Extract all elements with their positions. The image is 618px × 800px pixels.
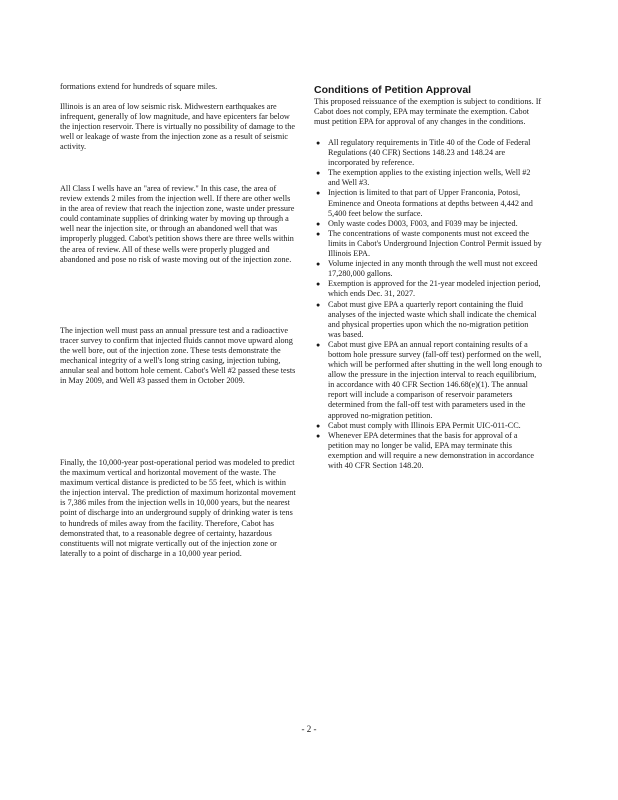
- bullet-icon: ●: [316, 300, 321, 309]
- conditions-intro: This proposed reissuance of the exemption is subject to conditions. If Cabot does not comply, EPA may terminate the exemption. Cabot must petition EPA for approval of any changes in the conditions.: [314, 97, 542, 127]
- list-item: ● Only waste codes D003, F003, and F039 may be injected.: [316, 218, 518, 228]
- paragraph-seismic-risk: Illinois is an area of low seismic risk. Midwestern earthquakes are infrequent, generally of low magnitude, and have epicenters far below the injection reservoir. There is virtually no possibility of damage to the well or leakage of waste from the injection zone as a result of seismic activity.: [60, 102, 295, 152]
- list-item: ● Cabot must give EPA an annual report containing results of a bottom hole pressure survey (fall-off test) performed on the well, which will be performed after shutting in the well long enough to allow the pressure in the injection interval to reach equilibrium, in accordance with 40 CFR Section 146.68(e)(1). The annual report will include a comparison of reservoir parameters determined from the fall-off test with parameters used in the approved no-migration petition.: [316, 339, 542, 420]
- list-item: ● All regulatory requirements in Title 40 of the Code of Federal Regulations (40 CFR) Sections 148.23 and 148.24 are incorporated by reference.: [316, 138, 531, 168]
- bullet-icon: ●: [316, 189, 321, 198]
- bullet-icon: ●: [316, 219, 321, 228]
- paragraph-post-operational: Finally, the 10,000-year post-operational period was modeled to predict the maximum vertical and horizontal movement of the waste. The maximum vertical distance is predicted to be 55 feet, which is within the injection interval. The prediction of maximum horizontal movement is 7,386 miles from the injection wells in 10,000 years, but the nearest point of discharge into an underground supply of drinking water is tens to hundreds of miles away from the facility. Therefore, Cabot has demonstrated that, to a reasonable degree of certainty, hazardous constituents will not migrate vertically out of the injection zone or laterally to a point of discharge in a 10,000 year period.: [60, 458, 296, 558]
- list-item: ● Cabot must comply with Illinois EPA Permit UIC-011-CC.: [316, 420, 521, 430]
- paragraph-area-of-review: All Class I wells have an "area of review." In this case, the area of review extends 2 miles from the injection well. If there are other wells in the area of review that reach the injection zone, waste under pressure could contaminate supplies of drinking water by moving up through a well near the injection site, or through an abandoned well that was improperly plugged. Cabot's petition shows there are three wells within the area of review. All of these wells were properly plugged and abandoned and pose no risk of waste moving out of the injection zone.: [60, 184, 295, 264]
- section-heading: Conditions of Petition Approval: [314, 84, 472, 96]
- paragraph-formations: formations extend for hundreds of square miles.: [60, 82, 218, 91]
- bullet-icon: ●: [316, 169, 321, 178]
- bullet-icon: ●: [316, 431, 321, 440]
- list-item: ● The concentrations of waste components must not exceed the limits in Cabot's Underground Injection Control Permit issued by Illinois EPA.: [316, 228, 542, 259]
- list-item: ● Whenever EPA determines that the basis for approval of a petition may no longer be valid, EPA may terminate this exemption and will require a new demonstration in accordance with 40 CFR Section 148.20.: [316, 430, 534, 470]
- list-item: ● Injection is limited to that part of Upper Franconia, Potosi, Eminence and Oneota formations at depths between 4,442 and 5,400 feet below the surface.: [316, 188, 533, 218]
- conditions-list: [314, 138, 542, 471]
- page-number: - 2 -: [301, 724, 317, 734]
- bullet-icon: ●: [316, 280, 321, 289]
- bullet-icon: ●: [316, 260, 321, 269]
- bullet-icon: ●: [316, 340, 321, 349]
- bullet-icon: ●: [316, 229, 321, 238]
- list-item: ● Volume injected in any month through the well must not exceed 17,280,000 gallons.: [316, 259, 538, 279]
- list-item: ● The exemption applies to the existing injection wells, Well #2 and Well #3.: [316, 168, 531, 188]
- bullet-icon: ●: [316, 421, 321, 430]
- paragraph-pressure-test: The injection well must pass an annual pressure test and a radioactive tracer survey to confirm that injected fluids cannot move upward along the well bore, out of the injection zone. These tests demonstrate the mechanical integrity of a well's long string casing, injection tubing, annular seal and bottom hole cement. Cabot's Well #2 passed these tests in May 2009, and Well #3 passed them in October 2009.: [60, 326, 296, 386]
- bullet-icon: ●: [316, 139, 321, 147]
- list-item: ● Cabot must give EPA a quarterly report containing the fluid analyses of the injected waste which shall indicate the chemical and physical properties upon which the no-migration petition was based.: [316, 299, 537, 339]
- list-item: ● Exemption is approved for the 21-year modeled injection period, which ends Dec. 31, 2027.: [316, 279, 541, 299]
